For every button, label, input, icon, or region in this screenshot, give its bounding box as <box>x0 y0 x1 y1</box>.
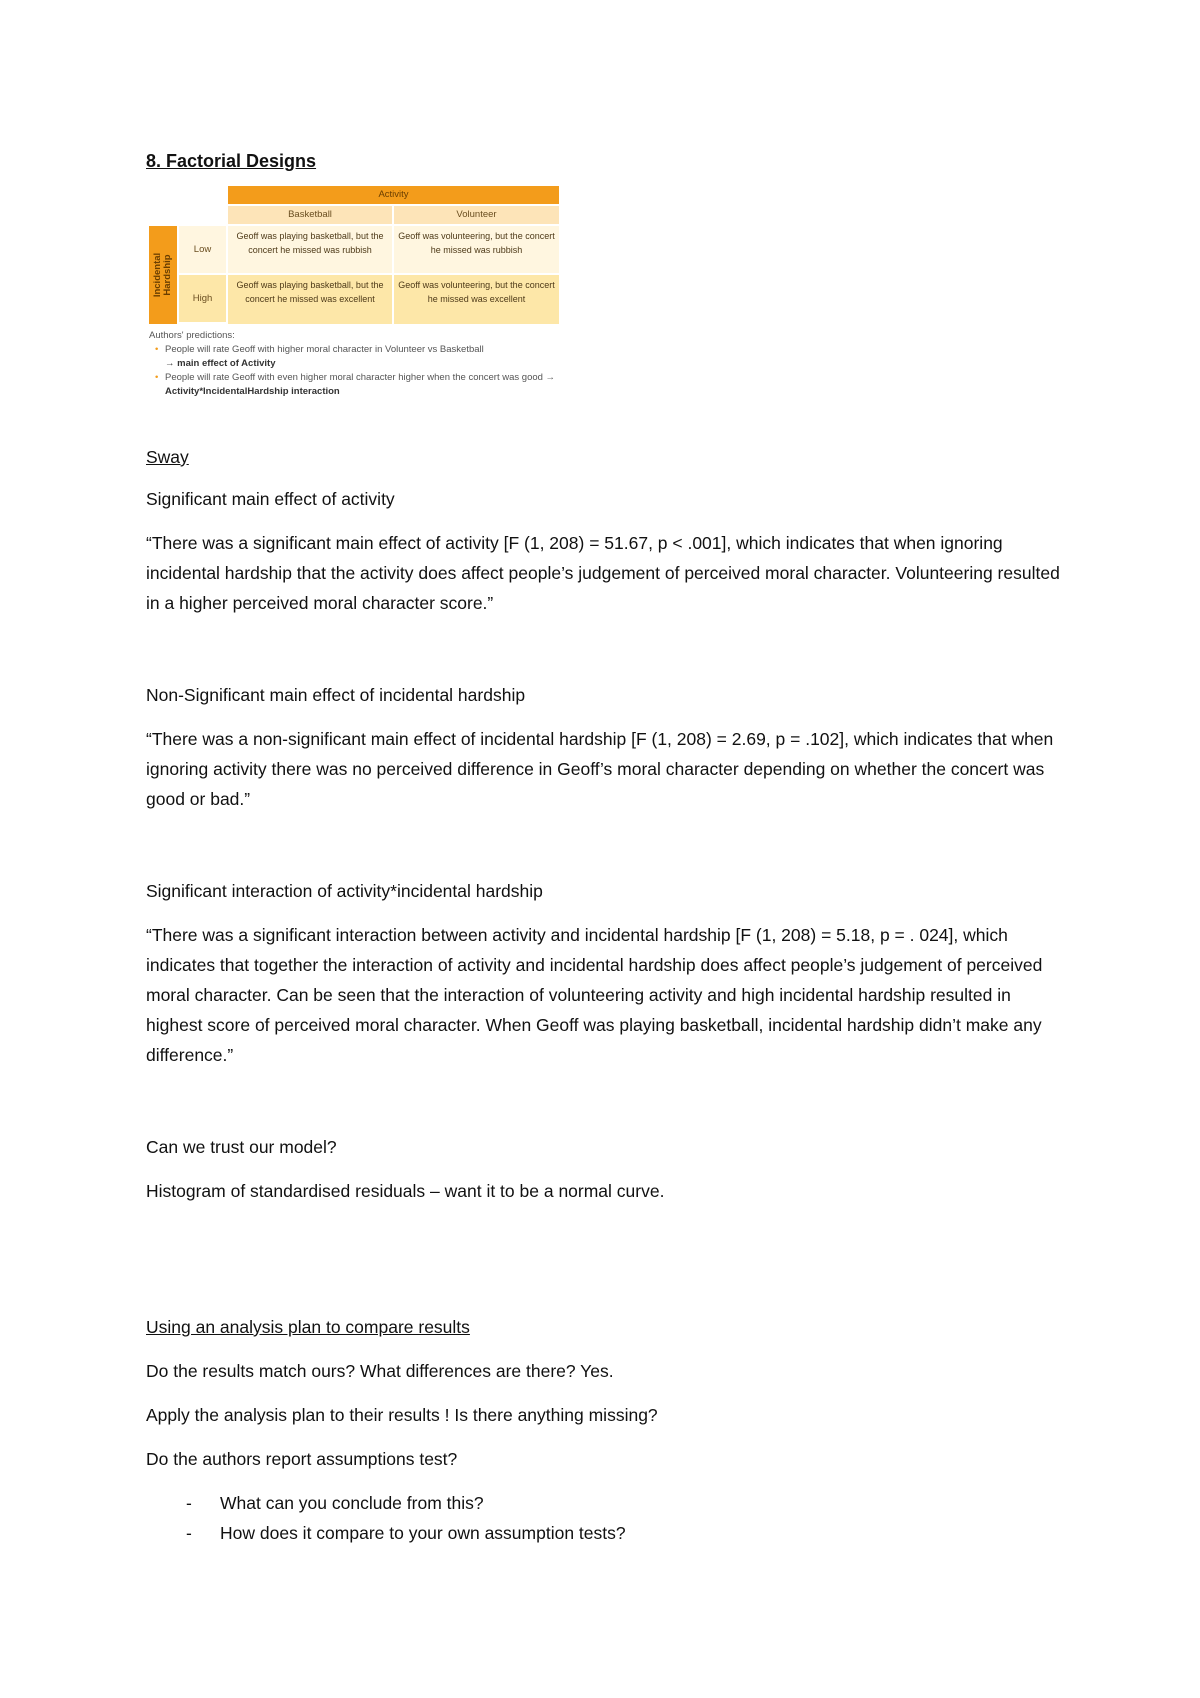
question-text: Can we trust our model? <box>146 1137 337 1157</box>
row-factor-label <box>149 226 177 324</box>
cell-high-volunteer: Geoff was volunteering, but the concert he missed was excellent <box>394 275 559 324</box>
list-dash: - <box>186 1523 192 1543</box>
bullet-list <box>146 1488 1066 1548</box>
list-item-text: What can you conclude from this? <box>220 1493 484 1513</box>
authors-predictions <box>149 329 559 399</box>
list-item-text: How does it compare to your own assumption tests? <box>220 1523 626 1543</box>
list-dash: - <box>186 1493 192 1513</box>
level-low: Low <box>179 226 226 273</box>
predictions-label: Authors' predictions: <box>149 330 235 341</box>
section-title: Significant interaction of activity*incidental hardship <box>146 881 543 901</box>
predictions-list <box>149 343 559 399</box>
section-title: Significant main effect of activity <box>146 489 395 509</box>
prediction-item <box>149 371 559 399</box>
activity-header: Activity <box>228 186 559 204</box>
section-title: Non-Significant main effect of incidental hardship <box>146 685 526 705</box>
cell-low-basketball: Geoff was playing basketball, but the concert he missed was rubbish <box>228 226 392 273</box>
prediction-item <box>149 343 559 371</box>
prediction-text: People will rate Geoff with even higher moral character higher when the concert was good → <box>165 372 556 383</box>
prediction-text: People will rate Geoff with higher moral character in Volunteer vs Basketball <box>165 344 484 355</box>
prediction-result: Activity*IncidentalHardship interaction <box>165 386 340 397</box>
result-quote: “There was a non-significant main effect of incidental hardship [F (1, 208) = 2.69, p = .102], which indicates that when ignoring activity there was no perceived difference in Geoff’s moral character depending on whether the concert was good or bad.” <box>146 729 1054 809</box>
column-basketball: Basketball <box>228 206 392 224</box>
analysis-plan-heading: Using an analysis plan to compare results <box>146 1317 470 1337</box>
design-table <box>149 186 559 324</box>
result-quote: “There was a significant main effect of activity [F (1, 208) = 51.67, p < .001], which indicates that when ignoring incidental hardship that the activity does affect people’s judgement of perceived moral character. Volunteering resulted in a higher perceived moral character score.” <box>146 533 1060 613</box>
document-body <box>146 140 1066 1548</box>
question-text: Apply the analysis plan to their results ! Is there anything missing? <box>146 1405 658 1425</box>
result-quote: “There was a significant interaction between activity and incidental hardship [F (1, 208) = 5.18, p = . 024], which indicates that together the interaction of activity and incidental hardship does affect people’s judgement of perceived moral character. Can be seen that the interaction of volunteering activity and high incidental hardship resulted in highest score of perceived moral character. When Geoff was playing basketball, incidental hardship didn’t make any difference.” <box>146 925 1043 1065</box>
cell-low-volunteer: Geoff was volunteering, but the concert he missed was rubbish <box>394 226 559 273</box>
cell-high-basketball: Geoff was playing basketball, but the concert he missed was excellent <box>228 275 392 324</box>
list-item <box>146 1488 1066 1518</box>
section-heading: 8. Factorial Designs <box>146 151 317 171</box>
level-high: High <box>179 275 226 322</box>
row-factor-text: Incidental Hardship <box>152 252 173 298</box>
factorial-design-figure <box>149 186 559 416</box>
question-text: Do the authors report assumptions test? <box>146 1449 458 1469</box>
body-text: Histogram of standardised residuals – want it to be a normal curve. <box>146 1181 665 1201</box>
prediction-result: → main effect of Activity <box>165 358 276 369</box>
column-volunteer: Volunteer <box>394 206 559 224</box>
question-text: Do the results match ours? What differences are there? Yes. <box>146 1361 614 1381</box>
list-item <box>146 1518 1066 1548</box>
sway-label: Sway <box>146 447 189 467</box>
